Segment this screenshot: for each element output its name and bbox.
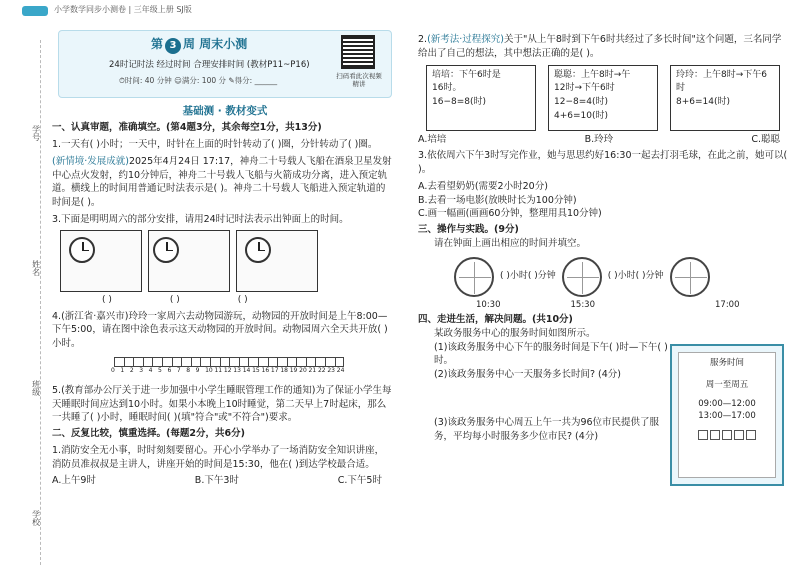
left-column [52, 30, 392, 487]
ruler-number: 6 [167, 366, 172, 374]
ruler-cell[interactable] [325, 357, 335, 367]
ruler-cell[interactable] [152, 357, 162, 367]
clock-icon [153, 237, 179, 263]
schedule-picture [236, 230, 318, 292]
answer-blank[interactable]: ( ) [237, 294, 248, 305]
margin-class: 班级 [31, 380, 41, 396]
week-number: 3 [165, 38, 181, 54]
service-icon [710, 430, 720, 440]
ruler-number: 0 [111, 366, 115, 374]
margin-student-id: 学号 [31, 125, 41, 141]
ruler-number: 23 [327, 366, 335, 374]
series-badge [22, 6, 48, 16]
ruler-number: 14 [242, 366, 251, 374]
option-c[interactable]: C.画一幅画(画画60分钟，整理用具10分钟) [418, 208, 602, 220]
clock-icon [69, 237, 95, 263]
question-1-1: 1.一天有( )小时；一天中，时针在上面的时针转动了( )圈，分针转动了( )圈。 [52, 138, 378, 150]
section-3-text: 请在钟面上画出相应的时间并填空。 [434, 237, 587, 249]
clock-face-icon[interactable] [454, 257, 494, 297]
ruler-number: 2 [129, 366, 134, 374]
elapsed-blank[interactable]: ( )小时( )分钟 [607, 271, 664, 282]
service-icon [746, 430, 756, 440]
ruler-number: 16 [261, 366, 270, 374]
service-icon [734, 430, 744, 440]
option-c[interactable]: C.聪聪 [751, 133, 780, 145]
ruler-cell[interactable] [191, 357, 201, 367]
ruler-cell[interactable] [306, 357, 316, 367]
clock-row [454, 257, 790, 297]
ruler-number: 13 [233, 366, 241, 374]
question-tag: (新情境·发展成就) [52, 155, 129, 167]
question-4-1: (1)该政务服务中心下午的服务时间是下午( )时—下午( )时。 [434, 341, 668, 367]
option-a[interactable]: A.上午9时 [52, 474, 96, 486]
ruler-number: 4 [148, 366, 153, 374]
options-row [418, 133, 790, 147]
schedule-picture [60, 230, 142, 292]
ruler-number: 21 [308, 366, 317, 374]
schedule-picture [148, 230, 230, 292]
basic-band: 基础测 · 教材变式 [182, 105, 268, 117]
ruler-number: 9 [195, 366, 200, 374]
option-b[interactable]: B.玲玲 [584, 133, 614, 145]
question-2-2: 2.(新考法·过程探究)关于"从上午8时到下午6时共经过了多长时间"这个问题，三名同学给出了自己的想法，其中想法正确的是( )。 [418, 34, 782, 59]
ruler-cell[interactable] [287, 357, 297, 367]
idea-box: 玲玲：上午8时→下午6时 8+6=14(时) [670, 65, 780, 131]
ruler-number: 5 [158, 366, 162, 374]
option-a[interactable]: A.去看望奶奶(需要2小时20分) [418, 180, 548, 192]
clock-labels [476, 299, 790, 311]
ruler-cell[interactable] [335, 357, 345, 367]
sign-days: 周一至周五 [705, 380, 749, 391]
topics-line: 24时记时法 经过时间 合理安排时间 (教材P11~P16) [109, 60, 310, 70]
section-1-title: 一、认真审题，准确填空。(第4题3分，其余每空1分，共13分) [52, 122, 322, 134]
quiz-header [58, 30, 392, 98]
ruler-cell[interactable] [133, 357, 143, 367]
option-b[interactable]: B.下午3时 [194, 474, 239, 486]
ruler-cell[interactable] [200, 357, 210, 367]
student-ideas [426, 65, 790, 131]
option-a[interactable]: A.培培 [418, 133, 447, 145]
answer-blank[interactable]: ( ) [102, 294, 112, 305]
question-4-3: (3)该政务服务中心周五上午一共为96位市民提供了服务，平均每小时服务多少位市民? (4分) [434, 416, 660, 442]
ruler-cell[interactable] [143, 357, 153, 367]
ruler-cell[interactable] [172, 357, 182, 367]
option-b[interactable]: B.去看一场电影(放映时长为100分钟) [418, 194, 577, 206]
ruler-number: 24 [336, 366, 345, 374]
question-2-1: 1.消防安全无小事，时时刻刻要留心。开心小学举办了一场消防安全知识讲座，消防员准叔叔是主讲人，讲座开始的时间是15:30，他在( )到达学校最合适。 [52, 444, 385, 470]
ruler-number: 15 [252, 366, 260, 374]
clock-face-icon[interactable] [670, 257, 710, 297]
question-4-2: (2)该政务服务中心一天服务多长时间? (4分) [434, 369, 621, 381]
ruler-number: 19 [289, 366, 298, 374]
answer-parens [102, 294, 392, 307]
ruler-number: 10 [205, 366, 213, 374]
ruler-number: 17 [270, 366, 279, 374]
qr-code-icon[interactable] [341, 35, 375, 69]
qr-note: 扫码看此次视频精讲 [336, 72, 382, 88]
ruler-cell[interactable] [210, 357, 220, 367]
meta-line: ⏱时间: 40 分钟 ☺满分: 100 分 ✎得分: ______ [119, 76, 278, 85]
series-crumb: 小学数学同步小测卷 | 三年级上册 SJ版 [54, 5, 192, 14]
options-row [52, 474, 392, 488]
section-2-title: 二、反复比较，慎重选择。(每题2分，共6分) [52, 428, 245, 440]
ruler-cell[interactable] [239, 357, 249, 367]
ruler-number: 11 [214, 366, 223, 374]
question-1-3: 3.下面是明明周六的部分安排，请用24时记时法表示出钟面上的时间。 [52, 213, 349, 225]
sign-title: 服务时间 [709, 358, 744, 368]
option-c[interactable]: C.下午5时 [337, 474, 382, 486]
idea-box: 培培：下午6时是 16时。 16−8=8(时) [426, 65, 536, 131]
binding-margin [0, 40, 50, 565]
clock-icon [245, 237, 271, 263]
margin-name: 姓名 [31, 260, 41, 276]
ruler-number: 8 [186, 366, 191, 374]
ruler-number: 7 [176, 366, 181, 374]
time-ruler[interactable] [111, 357, 346, 381]
clock-face-icon[interactable] [562, 257, 602, 297]
ruler-cell[interactable] [315, 357, 325, 367]
section-4-text: 某政务服务中心的服务时间如图所示。 [434, 327, 596, 339]
ruler-cell[interactable] [181, 357, 191, 367]
question-1-5: 5.(教育部办公厅关于进一步加强中小学生睡眠管理工作的通知)为了保证小学生每天睡眠时间应达到10小时。如果小本晚上10时睡觉，第二天早上7时起床，那么一共睡了( )小时，睡眠时间( )(填"符合"或"不符合")要求。 [52, 384, 392, 424]
ruler-cell[interactable] [248, 357, 258, 367]
sign-morning: 09:00—12:00 [698, 398, 756, 409]
cut-line [40, 40, 41, 565]
idea-box: 聪聪：上午8时→午 12时→下午6时 12−8=4(时) 4+6=10(时) [548, 65, 658, 131]
clock-time-label: 17:00 [715, 299, 740, 310]
answer-blank[interactable]: ( ) [169, 294, 180, 305]
elapsed-blank[interactable]: ( )小时( )分钟 [500, 271, 556, 282]
ruler-cell[interactable] [220, 357, 230, 367]
ruler-cell[interactable] [277, 357, 287, 367]
ruler-number: 22 [317, 366, 326, 374]
ruler-number: 12 [223, 366, 232, 374]
ruler-cell[interactable] [258, 357, 268, 367]
schedule-pictures [60, 230, 392, 292]
service-icon [722, 430, 732, 440]
ruler-number: 1 [120, 366, 125, 374]
sign-icons [683, 430, 771, 440]
question-tag: (新考法·过程探究) [427, 34, 505, 45]
ruler-number: 20 [299, 366, 307, 374]
right-column [418, 30, 790, 443]
service-icon [698, 430, 708, 440]
week-title: 第 3 周 周末小测 [151, 36, 247, 54]
ruler-cell[interactable] [114, 357, 124, 367]
service-hours-sign [670, 344, 784, 486]
ruler-cell[interactable] [268, 357, 278, 367]
question-1-2: (新情境·发展成就)2025年4月24日 17:17，神舟二十号载人飞船在酒泉卫星发射中心点火发射，约10分钟后，神舟二十号载人飞船与火箭成功分离，进入预定轨道。横线上的时间用普通记时法表示是( )。神舟二十号载人飞船进入预定轨道的时间是( )。 [52, 155, 392, 209]
ruler-cell[interactable] [124, 357, 134, 367]
sign-afternoon: 13:00—17:00 [698, 410, 756, 421]
section-3-title: 三、操作与实践。(9分) [418, 224, 519, 236]
section-4-title: 四、走进生活，解决问题。(共10分) [418, 313, 573, 325]
ruler-cell[interactable] [162, 357, 172, 367]
ruler-cell[interactable] [296, 357, 306, 367]
question-1-4: 4.(浙江省·嘉兴市)玲玲一家周六去动物园游玩，动物园的开放时间是上午8:00—下午5:00，请在图中涂色表示这天动物园的开放时间。动物园周六全天共开放( )小时。 [52, 310, 388, 350]
clock-time-label: 15:30 [570, 299, 595, 310]
ruler-number: 3 [139, 366, 144, 374]
question-2-3: 3.依依周六下午3时写完作业，她与思思约好16:30一起去打羽毛球，在此之前，她可以( )。 [418, 150, 788, 176]
margin-school: 学校 [31, 510, 41, 526]
ruler-cell[interactable] [229, 357, 239, 367]
clock-time-label: 10:30 [476, 299, 501, 310]
sign-panel [678, 352, 776, 478]
ruler-number: 18 [280, 366, 288, 374]
top-bar [0, 0, 800, 22]
